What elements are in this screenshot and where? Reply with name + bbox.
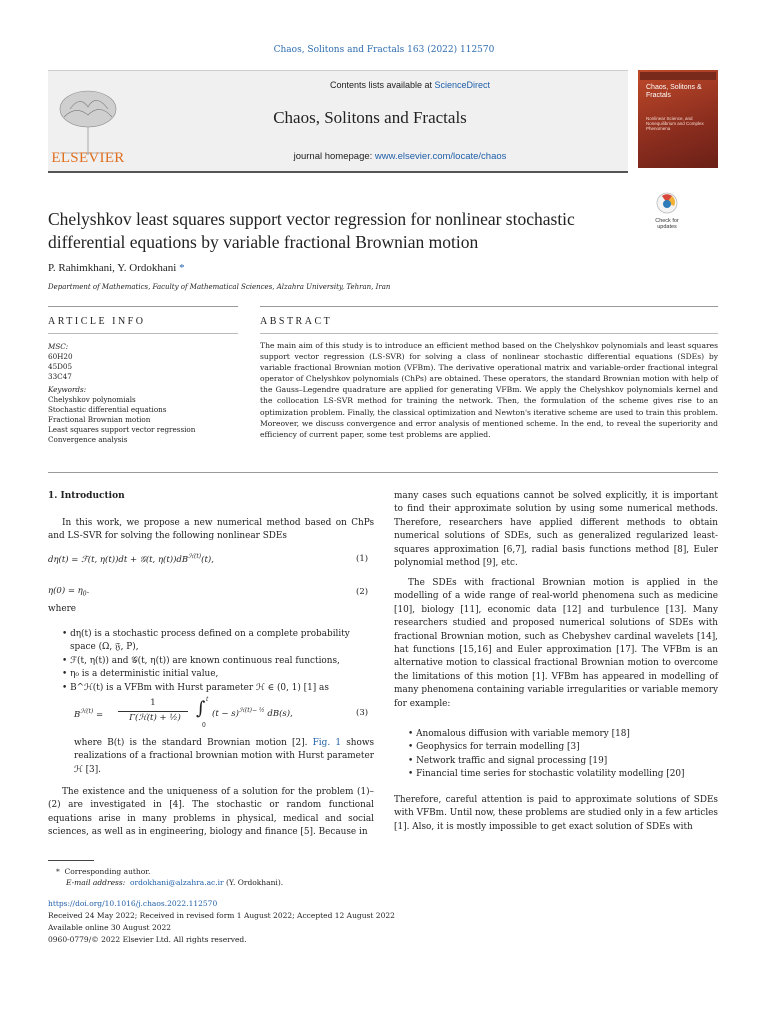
- equation-1-tail: (t),: [201, 554, 214, 565]
- affiliation: Department of Mathematics, Faculty of Mathematical Sciences, Alzahra University, Tehran, Iran: [48, 283, 391, 291]
- check-for-updates-button[interactable]: [650, 192, 684, 230]
- journal-cover-title: Chaos, Solitons & Fractals: [646, 84, 702, 99]
- equation-2: [48, 586, 89, 598]
- equation-1-body: dη(t) = ℱ(t, η(t))dt + 𝒢(t, η(t))dB: [48, 554, 189, 565]
- equation-3-lhs: [74, 708, 103, 720]
- keywords-label: Keywords:: [48, 385, 87, 394]
- list-item-text: dη(t) is a stochastic process defined on a complete probability: [70, 629, 350, 639]
- list-item: • Financial time series for stochastic volatility modelling [20]: [408, 769, 685, 780]
- contents-line: [230, 80, 590, 90]
- article-info-heading: ARTICLE INFO: [48, 316, 146, 327]
- sciencedirect-link[interactable]: ScienceDirect: [434, 80, 491, 90]
- equation-3-integral: ∫: [196, 698, 206, 719]
- article-info-top-rule: [48, 306, 238, 307]
- abstract-bottom-rule: [48, 472, 718, 473]
- author-list: [48, 262, 185, 274]
- list-item-text: Financial time series for stochastic volatility modelling [20]: [416, 769, 685, 780]
- received-dates: Received 24 May 2022; Received in revised form 1 August 2022; Accepted 12 August 2022: [48, 911, 395, 920]
- equation-3: [74, 698, 354, 734]
- equation-1-number: (1): [356, 554, 369, 564]
- equation-2-body: η(0) = η: [48, 586, 83, 596]
- email-label: E-mail address:: [66, 878, 126, 887]
- equation-3-equals: =: [93, 709, 104, 720]
- application-list: [408, 728, 718, 782]
- equation-2-sub: 0: [82, 590, 87, 598]
- keyword: Convergence analysis: [48, 435, 128, 444]
- email-owner: (Y. Ordokhani).: [226, 878, 284, 887]
- article-info-mid-rule: [48, 333, 238, 334]
- list-item: • Network traffic and signal processing [19]: [408, 755, 608, 766]
- journal-cover-subtitle: Nonlinear Science, and Nonequilibrium and Complex Phenomena: [646, 116, 704, 131]
- equation-3-integrand: [212, 707, 293, 719]
- article-title-line-1: Chelyshkov least squares support vector regression for nonlinear stochastic: [48, 209, 575, 229]
- list-item-text: η₀ is a deterministic initial value,: [70, 669, 219, 680]
- doi-text[interactable]: https://doi.org/10.1016/j.chaos.2022.112570: [48, 899, 218, 908]
- homepage-prefix: journal homepage:: [293, 151, 375, 162]
- equation-3-lhs-sup: ℋ(t): [80, 708, 94, 715]
- list-item-text: Network traffic and signal processing [19]: [416, 755, 608, 766]
- list-item: • Anomalous diffusion with variable memory [18]: [408, 729, 630, 739]
- msc-code: 60H20: [48, 352, 73, 361]
- equation-2-number: (2): [356, 587, 369, 597]
- email-link[interactable]: ordokhani@alzahra.ac.ir: [130, 878, 224, 887]
- list-item: • Geophysics for terrain modelling [3]: [408, 742, 580, 753]
- article-info-list: [48, 342, 238, 445]
- footnote-rule: [48, 860, 94, 861]
- equation-3-b: B: [74, 709, 81, 720]
- list-item: • η₀ is a deterministic initial value,: [62, 669, 219, 680]
- equation-3-lower-limit: 0: [202, 722, 206, 729]
- equation-3-number: (3): [356, 708, 369, 718]
- intro-paragraph-1: In this work, we propose a new numerical method based on ChPs and LS-SVR for solving the following nonlinear SDEs: [48, 518, 374, 542]
- abstract-heading: ABSTRACT: [260, 316, 333, 327]
- list-item-text: ℱ(t, η(t)) and 𝒢(t, η(t)) are known continuous real functions,: [70, 655, 340, 666]
- after-equation-3-text: [74, 737, 374, 777]
- doi-link[interactable]: [48, 898, 217, 909]
- msc-label: MSC:: [48, 342, 69, 351]
- journal-cover-band: [640, 72, 716, 80]
- msc-code: 45D05: [48, 362, 73, 371]
- list-item-text: Anomalous diffusion with variable memory [18]: [416, 729, 630, 739]
- definition-list: [62, 628, 374, 695]
- publisher-wordmark: ELSEVIER: [51, 150, 125, 166]
- right-paragraph-1: many cases such equations cannot be solved explicitly, it is important to find their approximate solution by using some numerical methods. Therefore, researchers have applied different methods to obtain numerical solutions of SDEs, such as generalized regularized least-squares approximation [6,7], radial basis functions method [8], Euler polynomial method [9], etc.: [394, 491, 718, 569]
- right-paragraph-3: Therefore, careful attention is paid to approximate solutions of SDEs with VFBm. Until now, these problems are studied only in a few articles [1]. Also, it is mostly impossible to get exact solution of SDEs with: [394, 795, 718, 832]
- footnote-email-line: [66, 877, 283, 888]
- journal-title: Chaos, Solitons and Fractals: [273, 108, 467, 127]
- footnote-mark: *: [56, 867, 60, 876]
- corresponding-author-mark[interactable]: *: [176, 262, 185, 274]
- available-online: Available online 30 August 2022: [48, 923, 172, 932]
- article-title: [48, 208, 638, 254]
- equation-3-body-tail: dB(s),: [264, 708, 293, 719]
- equation-1-sup: ℋ(t): [188, 553, 202, 560]
- keyword: Stochastic differential equations: [48, 405, 167, 414]
- check-updates-icon: [656, 192, 678, 214]
- abstract-text: The main aim of this study is to introduce an efficient method based on the Chelyshkov polynomials and least squares support vector regression (LS-SVR) for solving a class of nonlinear stochastic differential equations (SDEs) by variable fractional Brownian motion (VFBm). The derivative operational matrix and variable-order fractional integral operator of Chelyshkov polynomials (ChPs) are obtained. These operators, the standard Brownian motion with help of the Gauss–Legendre quadrature are applied for generating VFBm. We apply the Chelyshkov polynomials kernel and the collocation LS-SVR method for training the network. Then, the formulation of the scheme gives rise to an optimization problem. Finally, the classical optimization and Newton's iterative scheme are used to train this problem. Moreover, we discuss convergence and error analysis of mentioned scheme. In the end, to reveal the superiority and efficiency of current paper, some test problems are applied.: [260, 341, 718, 439]
- intro-paragraph-2: The existence and the uniqueness of a solution for the problem (1)–(2) are investigated in [4]. The stochastic or random functional equations arise in many problems in physical, medical and social sciences, as well as in engineering, biology and finance [5]. Because in: [48, 787, 374, 838]
- journal-reference[interactable]: Chaos, Solitons and Fractals 163 (2022) 112570: [273, 45, 495, 55]
- list-item: • dη(t) is a stochastic process defined on a complete probability: [62, 629, 350, 639]
- abstract-mid-rule: [260, 333, 718, 334]
- equation-3-body-sup: ℋ(t)− ½: [238, 707, 265, 714]
- contents-prefix: Contents lists available at: [329, 80, 435, 90]
- check-updates-line-1: Check for: [655, 218, 679, 224]
- equation-3-body: (t − s): [212, 708, 239, 719]
- list-item: • B^ℋ(t) is a VFBm with Hurst parameter ℋ ∈ (0, 1) [1] as: [62, 682, 329, 693]
- where-label: where: [48, 604, 77, 614]
- equation-3-upper-limit: t: [206, 696, 209, 703]
- homepage-link[interactable]: www.elsevier.com/locate/chaos: [374, 151, 507, 162]
- copyright: 0960-0779/© 2022 Elsevier Ltd. All rights reserved.: [48, 935, 247, 944]
- footnote-text: Corresponding author.: [64, 867, 151, 876]
- list-item-text: Geophysics for terrain modelling [3]: [416, 742, 580, 753]
- equation-3-numerator: 1: [150, 698, 156, 708]
- keyword: Least squares support vector regression: [48, 425, 196, 434]
- keyword: Chelyshkov polynomials: [48, 395, 136, 404]
- abstract-top-rule: [260, 306, 718, 307]
- footnote-corresponding: [56, 866, 150, 877]
- right-paragraph-2: The SDEs with fractional Brownian motion is applied in the modelling of a wide range of real-world phenomena such as medicine [10], biology [11], economic data [12] and turbulence [13]. Many researchers studied and proposed numerical solutions of SDEs with fractional Brownian motion, such as Chebyshev cardinal wavelets [14], hat functions [15,16] and Euler approximation [17]. The VFBm is an alternative motion to classical fractional Brownian motion to overcome the limitations of this motion [1]. VFBm has appeared in modelling of many phenomena containing variable irregularities or variable memory for example:: [394, 578, 718, 709]
- figure-1-link[interactable]: Fig. 1: [312, 738, 342, 748]
- equation-3-fraction-bar: [118, 711, 188, 712]
- list-item-continuation: space (Ω, 𝔉, P),: [70, 642, 139, 653]
- check-updates-line-2: updates: [657, 224, 677, 230]
- msc-code: 33C47: [48, 372, 72, 381]
- equation-3-denominator: Γ(ℋ(t) + ½): [129, 713, 181, 723]
- after-equation-3-part-2: shows realizations of a fractional brownian motion with Hurst parameter ℋ [3].: [74, 738, 374, 775]
- list-item: • ℱ(t, η(t)) and 𝒢(t, η(t)) are known continuous real functions,: [62, 655, 340, 666]
- article-title-line-2: differential equations by variable fractional Brownian motion: [48, 232, 479, 252]
- equation-2-tail: .: [86, 586, 90, 596]
- authors-text: P. Rahimkhani, Y. Ordokhani: [48, 262, 177, 274]
- equation-1: [48, 553, 214, 565]
- keyword: Fractional Brownian motion: [48, 415, 151, 424]
- homepage-line: [180, 151, 620, 162]
- section-heading-introduction: 1. Introduction: [48, 491, 125, 501]
- list-item-text: B^ℋ(t) is a VFBm with Hurst parameter ℋ ∈ (0, 1) [1] as: [70, 682, 329, 693]
- after-equation-3-part-1: where B(t) is the standard Brownian motion [2].: [74, 738, 313, 748]
